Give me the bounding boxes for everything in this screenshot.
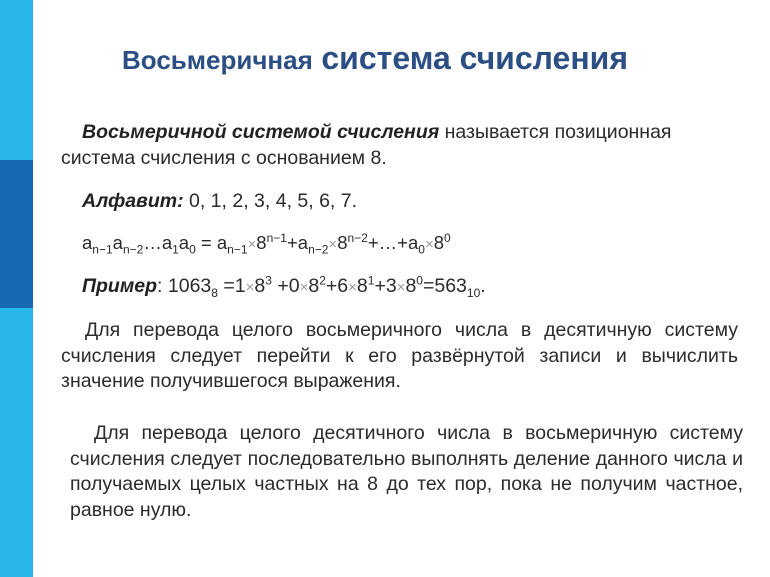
definition-line1-rest: называется позиционная bbox=[439, 121, 672, 143]
decimal-to-octal-paragraph: Для перевода целого десятичного числа в восьмеричную систему счисления следует последовательно выполнять деление данного числа и получаемых целых частных на 8 до тех пор, пока не получим частное, равное нулю. bbox=[70, 422, 743, 521]
example-line: Пример: $1063_8 =1\times 8^3 +0\times 8^2+6\times 8^1+3\times 8^0=563_{10}$. bbox=[82, 273, 486, 300]
slide-title bbox=[122, 40, 628, 77]
title-part-2: система счисления bbox=[321, 40, 629, 76]
title-part-1: Восьмеричная bbox=[122, 45, 313, 75]
octal-to-decimal-paragraph: Для перевода целого восьмеричного числа в десятичную систему счисления следует перейти к его развёрнутой записи и вычислить значение получившегося выражения. bbox=[61, 319, 738, 392]
alphabet-values: 0, 1, 2, 3, 4, 5, 6, 7. bbox=[183, 190, 358, 212]
example-label: Пример bbox=[82, 275, 158, 297]
definition-line-2: система счисления с основанием 8. bbox=[61, 146, 387, 169]
alphabet-line bbox=[82, 190, 357, 213]
definition-term: Восьмеричной системой счисления bbox=[82, 121, 440, 143]
expansion-formula: $a_{n-1}a_{n-2}\dots a_1a_0$ = $a_{n-1}\times 8^{n-1}+a_{n-2}\times 8^{n-2}+\dots+a_0\times 8^0$ bbox=[82, 230, 451, 257]
definition-paragraph bbox=[61, 120, 738, 171]
definition-line-1 bbox=[61, 120, 738, 146]
side-accent-block bbox=[0, 160, 33, 308]
alphabet-label: Алфавит: bbox=[82, 190, 184, 212]
